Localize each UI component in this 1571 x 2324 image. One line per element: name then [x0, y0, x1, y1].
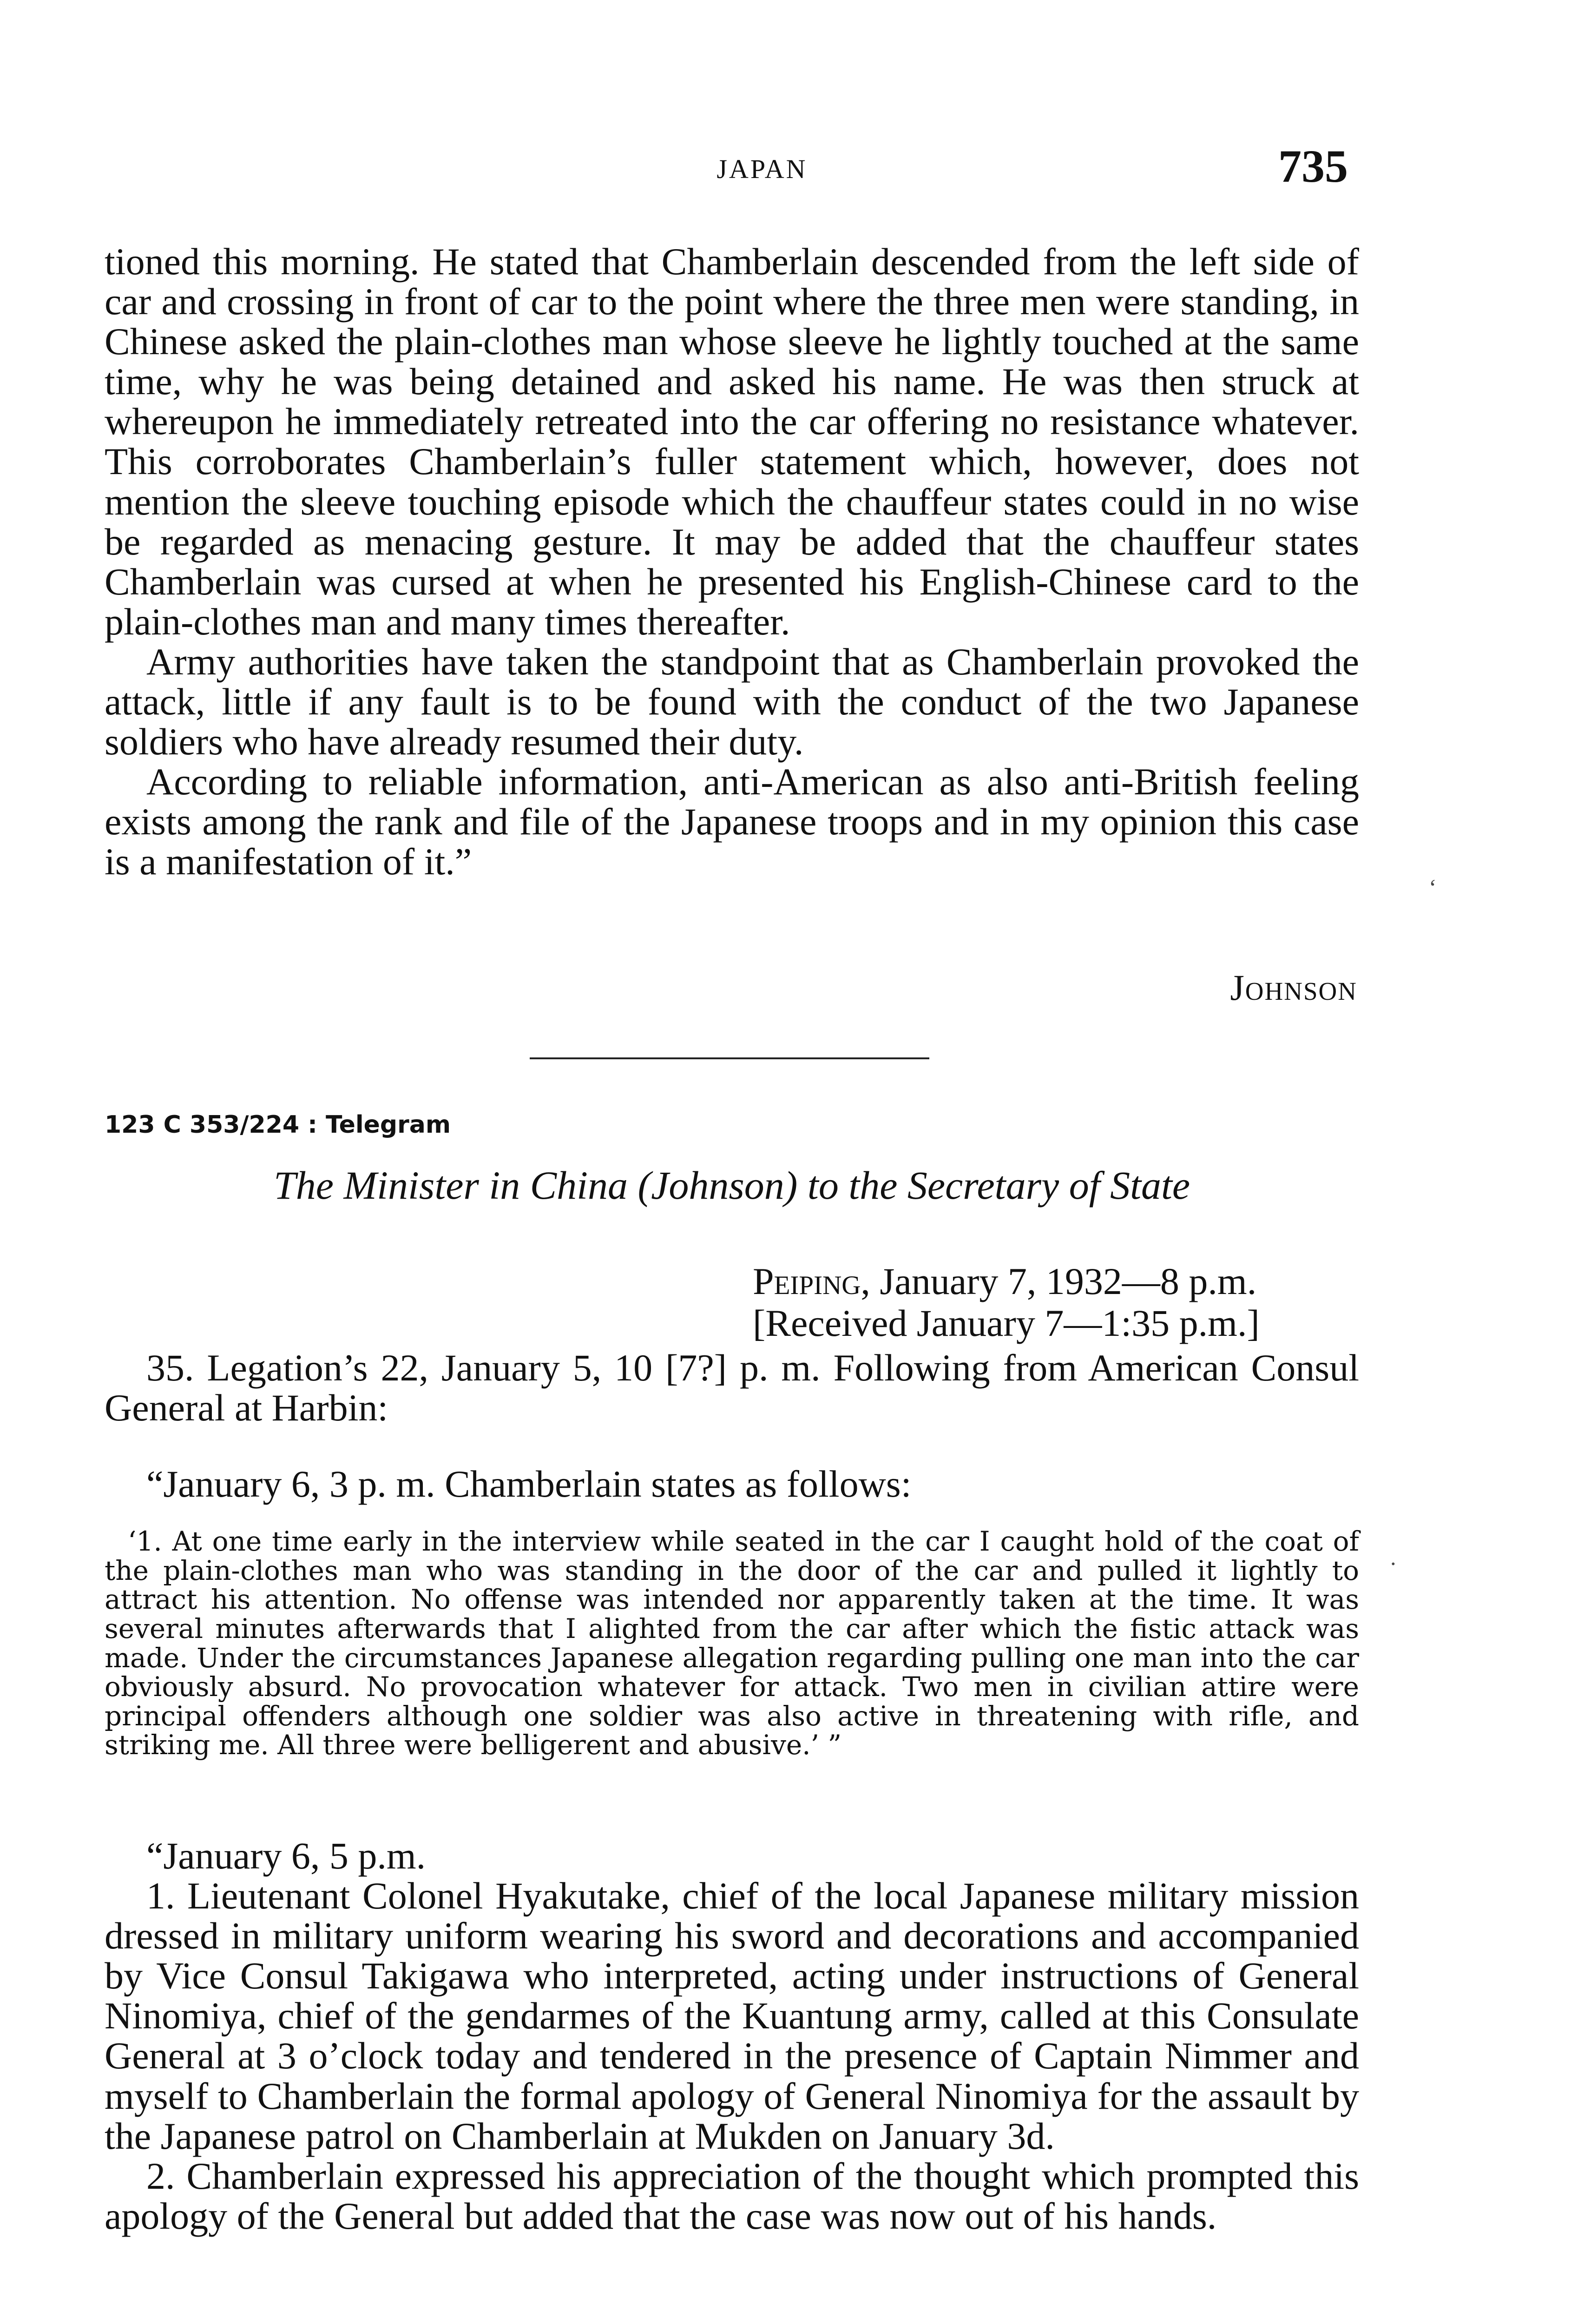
- dateline: [753, 1260, 1256, 1303]
- section1-paragraph: tioned this morning. He stated that Chamberlain descended from the left side of car and crossing in front of car to the point where the three men were standing, in Chinese asked the plain-clothes man whose sleeve he lightly touched at the same time, why he was being detained and asked his name. He was then struck at whereupon he immediately retreated into the car offering no resistance whatever. This corroborates Chamberlain’s fuller statement which, however, does not mention the sleeve touching episode which the chauffeur states could in no wise be regarded as menacing gesture. It may be added that the chauffeur states Chamberlain was cursed at when he presented his English-Chinese card to the plain-clothes man and many times thereafter.: [105, 240, 1359, 643]
- document-title: The Minister in China (Johnson) to the Secretary of State: [273, 1163, 1190, 1208]
- file-reference: 123 C 353/224 : Telegram: [105, 1111, 451, 1139]
- second-heading: “January 6, 5 p.m.: [146, 1835, 426, 1877]
- stray-mark: ·: [1389, 1551, 1397, 1577]
- intro-text: [105, 1348, 1359, 1428]
- signature: Johnson: [1230, 967, 1357, 1008]
- second-message: [105, 1836, 1359, 2236]
- section1-text: [105, 242, 1359, 882]
- quoted-statement: ‘1. At one time early in the interview while seated in the car I caught hold of the coat of the plain-clothes man who was standing in the door of the car and pulled it lightly to attract his attention. No offense was intended nor apparently taken at the time. It was several minutes afterwards that I alighted from the car after which the fistic attack was made. Under the circumstances Japanese allegation regarding pulling one man into the car obviously absurd. No provocation whatever for attack. Two men in civilian attire were principal offenders although one soldier was also active in threatening with rifle, and striking me. All three were belligerent and abusive.’ ”: [105, 1525, 1359, 1761]
- running-title: JAPAN: [716, 154, 808, 184]
- quoted-statement-block: [105, 1527, 1359, 1760]
- section-divider: [530, 1057, 929, 1059]
- numbered-paragraph: 2. Chamberlain expressed his appreciation of the thought which prompted this apology of the General but added that the case was now out of his hands.: [105, 2154, 1359, 2237]
- intro-paragraph: 35. Legation’s 22, January 5, 10 [7?] p. m. Following from American Consul General at Harbin:: [105, 1347, 1359, 1429]
- stray-mark: ʻ: [1429, 874, 1437, 900]
- section1-paragraph: According to reliable information, anti-American as also anti-British feeling exists among the rank and file of the Japanese troops and in my opinion this case is a manifestation of it.”: [105, 760, 1359, 883]
- received-line: [Received January 7—1:35 p.m.]: [753, 1302, 1260, 1344]
- dateline-place: Peiping,: [753, 1260, 870, 1302]
- quote-heading-block: [105, 1464, 1359, 1504]
- numbered-paragraph: 1. Lieutenant Colonel Hyakutake, chief of the local Japanese military mission dressed in military uniform wearing his sword and decorations and accompanied by Vice Consul Takigawa who interpreted, acting under instructions of General Ninomiya, chief of the gendarmes of the Kuantung army, called at this Consulate General at 3 o’clock today and tendered in the presence of Captain Nimmer and myself to Chamberlain the formal apology of General Ninomiya for the assault by the Japanese patrol on Chamberlain at Mukden on January 3d.: [105, 1875, 1359, 2157]
- section1-paragraph: Army authorities have taken the standpoint that as Chamberlain provoked the attack, little if any fault is to be found with the conduct of the two Japanese soldiers who have already resumed their duty.: [105, 640, 1359, 763]
- quote-heading: “January 6, 3 p. m. Chamberlain states as follows:: [146, 1463, 912, 1505]
- dateline-date: January 7, 1932—8 p.m.: [870, 1260, 1257, 1302]
- page-number: 735: [1278, 140, 1348, 192]
